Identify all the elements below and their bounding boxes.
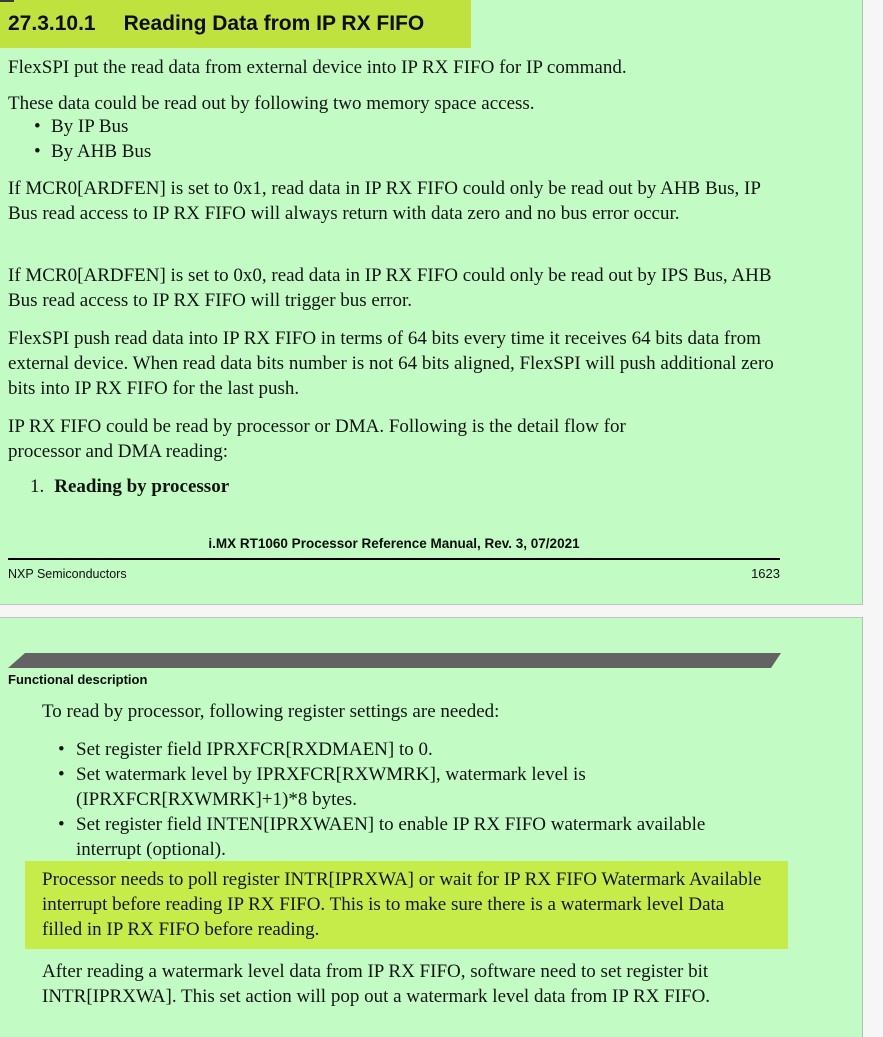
section-title: Reading Data from IP RX FIFO	[123, 12, 425, 35]
paragraph: These data could be read out by following two memory space access.	[8, 93, 535, 114]
list-item: • By IP Bus	[34, 114, 151, 139]
paragraph: FlexSPI put the read data from external device into IP RX FIFO for IP command.	[8, 57, 627, 78]
paragraph: IP RX FIFO could be read by processor or DMA. Following is the detail flow for processor and DMA reading:	[8, 416, 626, 462]
footer-rule	[8, 558, 780, 560]
footer-vendor: NXP Semiconductors	[8, 567, 127, 581]
list-item: • Set register field INTEN[IPRXWAEN] to enable IP RX FIFO watermark available interrupt (optional).	[58, 812, 716, 862]
list-item: • Set register field IPRXFCR[RXDMAEN] to 0.	[58, 737, 716, 762]
screen-edge-artifact	[0, 0, 14, 2]
footer-row	[8, 566, 780, 582]
footer-manual-title: i.MX RT1060 Processor Reference Manual, Rev. 3, 07/2021	[208, 536, 580, 551]
section-number: 27.3.10.1	[8, 12, 96, 35]
paragraph: If MCR0[ARDFEN] is set to 0x0, read data in IP RX FIFO could only be read out by IPS Bus, AHB Bus read access to IP RX FIFO will trigger bus error.	[8, 265, 772, 311]
chapter-header-bar	[8, 653, 781, 668]
bus-access-list	[34, 114, 151, 164]
list-label: Reading by processor	[54, 476, 230, 497]
section-heading	[8, 11, 424, 37]
list-number: 1.	[30, 476, 45, 497]
paragraph: FlexSPI push read data into IP RX FIFO in terms of 64 bits every time it receives 64 bits data from external device. When read data bits number is not 64 bits aligned, FlexSPI will push additional zero bits into IP RX FIFO for the last push.	[8, 328, 774, 399]
paragraph: To read by processor, following register settings are needed:	[42, 701, 500, 722]
highlighted-note: Processor needs to poll register INTR[IPRXWA] or wait for IP RX FIFO Watermark Available interrupt before reading IP RX FIFO. This is to make sure there is a watermark level Data filled in IP RX FIFO before reading.	[25, 861, 788, 949]
paragraph: After reading a watermark level data from IP RX FIFO, software need to set register bit INTR[IPRXWA]. This set action will pop out a watermark level data from IP RX FIFO.	[42, 961, 711, 1007]
list-item: • Set watermark level by IPRXFCR[RXWMRK], watermark level is (IPRXFCR[RXWMRK]+1)*8 bytes.	[58, 762, 638, 812]
paragraph: If MCR0[ARDFEN] is set to 0x1, read data in IP RX FIFO could only be read out by AHB Bus, IP Bus read access to IP RX FIFO will always return with data zero and no bus error occur.	[8, 178, 761, 224]
list-item: • By AHB Bus	[34, 139, 151, 164]
scrollbar-track[interactable]	[863, 0, 883, 1036]
footer-page-number: 1623	[751, 566, 780, 581]
numbered-list-item	[30, 474, 770, 499]
running-section-label: Functional description	[8, 672, 148, 687]
pdf-page-2[interactable]	[0, 617, 863, 1037]
register-settings-list	[58, 737, 716, 862]
